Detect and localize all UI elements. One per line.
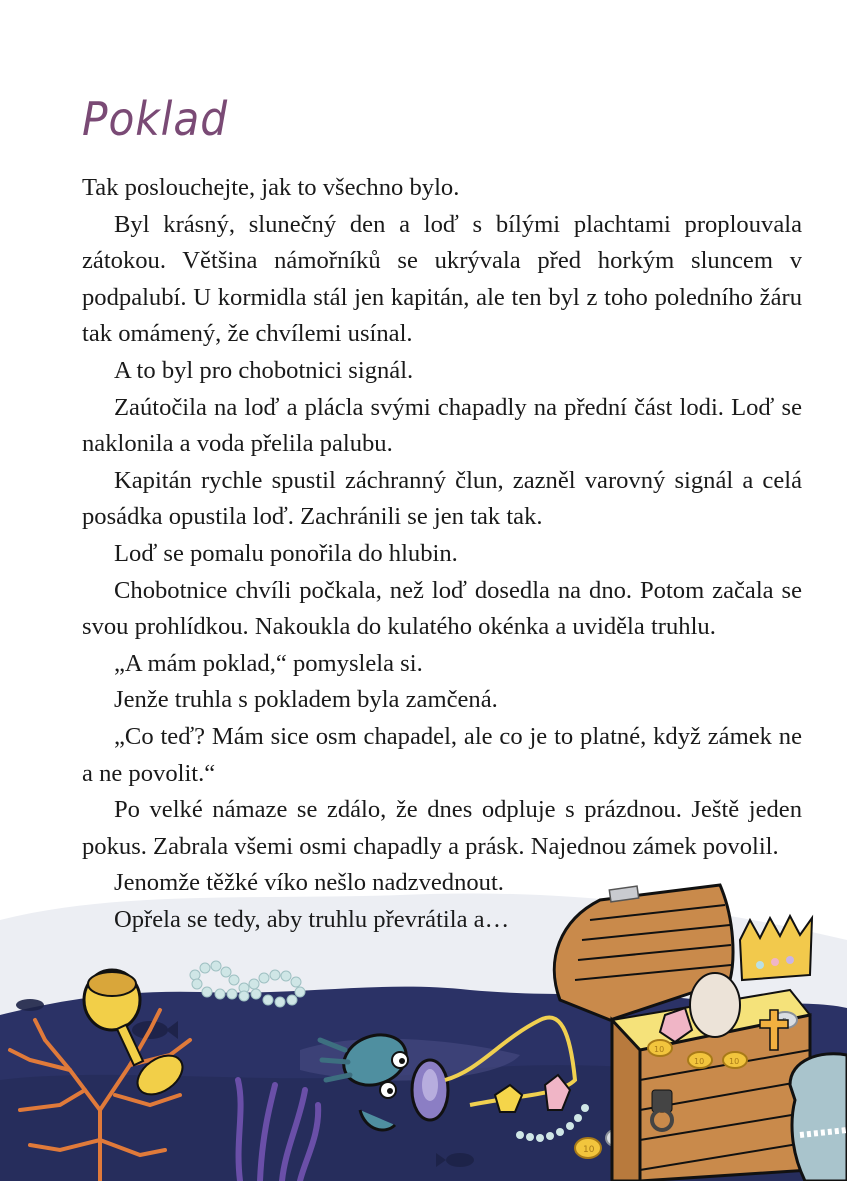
svg-text:10: 10 [583,1145,595,1155]
coin-icon [688,1052,712,1068]
svg-text:10: 10 [729,1057,740,1066]
paragraph: „A mám poklad,“ pomyslela si. [114,649,423,677]
story-text [82,170,802,938]
paragraph: Jenomže těžké víko nešlo nadzvednout. [114,869,504,897]
paragraph: „Co teď? Mám sice osm chapadel, ale co je to platné, když zámek ne a ne povolit.“ [82,722,802,787]
paragraph: Opřela se tedy, aby truhlu převrátila a… [114,905,510,933]
paragraph: Zaútočila na loď a plácla svými chapadly na přední část lodi. Loď se naklonila a voda přelila palubu. [82,393,802,458]
paragraph: A to byl pro chobotnici signál. [114,356,414,384]
paragraph: Tak poslouchejte, jak to všechno bylo. [82,174,460,201]
svg-text:10: 10 [694,1057,705,1066]
paragraph: Loď se pomalu ponořila do hlubin. [114,539,458,567]
paragraph: Jenže truhla s pokladem byla zamčená. [114,686,498,714]
paragraph: Po velké námaze se zdálo, že dnes odpluje s prázdnou. Ještě jeden pokus. Zabrala všemi osmi chapadly a prásk. Najednou zámek povolil. [82,796,802,860]
chapter-title: Poklad [82,92,229,146]
silver-jug-icon [790,1054,847,1181]
paragraph: Kapitán rychle spustil záchranný člun, zazněl varovný signál a celá posádka opustila loď. Zachránili se jen tak tak. [82,466,802,531]
svg-text:10: 10 [654,1045,665,1054]
coin-icon [648,1040,672,1056]
coin-icon [575,1138,601,1158]
paragraph: Chobotnice chvíli počkala, než loď dosedla na dno. Potom začala se svou prohlídkou. Nakoukla do kulatého okénka a uviděla truhlu. [82,576,802,641]
paragraph: Byl krásný, slunečný den a loď s bílými plachtami proplouvala zátokou. Většina námořníků se ukrývala před horkým sluncem v podpalubí. U kormidla stál jen kapitán, ale ten byl z toho poledního žáru tak omámený, že chvílemi usínal. [82,210,802,348]
coin-icon [723,1052,747,1068]
